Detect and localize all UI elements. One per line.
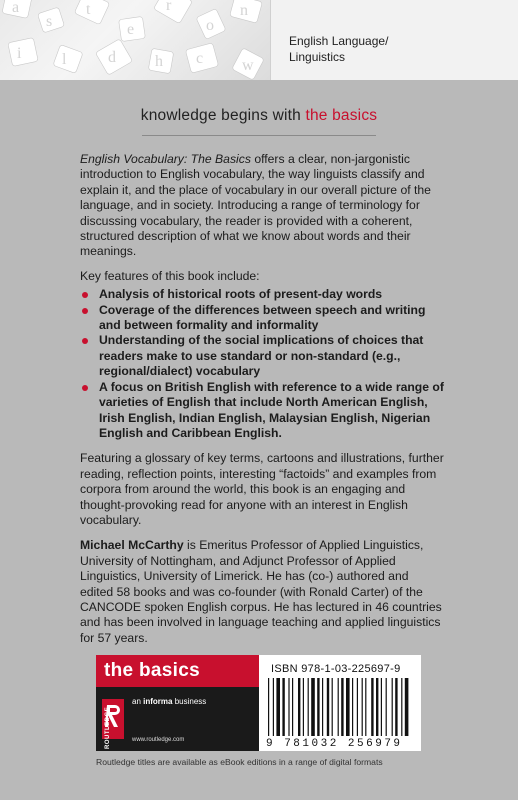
- feature-item: [80, 380, 445, 442]
- footer-panel: [96, 655, 421, 751]
- cover-letters-image: [0, 0, 270, 80]
- publisher-website: www.routledge.com: [132, 737, 185, 743]
- informa-prefix: an: [132, 697, 144, 706]
- feature-text: Understanding of the social implications of choices that readers make to use standard or non-standard (e.g., regional/dialect) vocabulary: [99, 333, 424, 379]
- barcode-bar: [288, 678, 289, 736]
- svg-text:d: d: [108, 49, 116, 66]
- barcode-bar: [341, 678, 343, 736]
- subject-panel: [270, 0, 518, 80]
- svg-text:o: o: [206, 17, 214, 34]
- barcode-bar: [338, 678, 339, 736]
- author-name: Michael McCarthy: [80, 538, 184, 553]
- key-features-list: [80, 287, 445, 441]
- informa-suffix: business: [172, 697, 207, 706]
- svg-text:l: l: [62, 51, 67, 68]
- bullet-icon: [82, 385, 88, 391]
- scattered-letters-graphic: [0, 0, 270, 80]
- informa-tagline: [132, 697, 206, 706]
- barcode-bar: [327, 678, 329, 736]
- feature-text: Analysis of historical roots of present-day words: [99, 287, 383, 302]
- barcode-bar: [273, 678, 274, 736]
- barcode-bar: [276, 678, 280, 736]
- barcode-bar: [282, 678, 284, 736]
- svg-text:t: t: [86, 1, 91, 18]
- isbn: ISBN 978-1-03-225697-9: [271, 663, 401, 675]
- publisher-bar: [96, 687, 259, 751]
- barcode-bar: [346, 678, 350, 736]
- back-cover-text: [80, 152, 445, 656]
- publisher-vertical-name: ROUTLEDGE: [105, 706, 111, 749]
- svg-text:i: i: [17, 45, 22, 62]
- series-brand-panel: [96, 655, 259, 751]
- barcode-bar: [352, 678, 353, 736]
- barcode-bar: [292, 678, 293, 736]
- feature-item: [80, 333, 445, 379]
- barcode-bar: [386, 678, 387, 736]
- svg-text:h: h: [155, 53, 163, 70]
- key-features-intro: Key features of this book include:: [80, 268, 260, 283]
- series-title: the basics: [104, 660, 200, 681]
- svg-text:w: w: [242, 57, 254, 74]
- bullet-icon: [82, 338, 88, 344]
- barcode-bar: [362, 678, 363, 736]
- barcode-bar: [381, 678, 382, 736]
- svg-text:n: n: [240, 2, 248, 19]
- barcode-bar: [392, 678, 393, 736]
- barcode-bar: [298, 678, 300, 736]
- tagline-prefix: knowledge begins with: [140, 107, 306, 124]
- book-title: English Vocabulary: The Basics: [80, 152, 251, 166]
- subject-category: English Language/ Linguistics: [289, 34, 389, 64]
- barcode-bar: [371, 678, 373, 736]
- barcode-bar: [332, 678, 333, 736]
- bullet-icon: [82, 308, 88, 314]
- author-bio: [80, 538, 445, 646]
- barcode-bar: [317, 678, 319, 736]
- informa-brand: informa: [143, 697, 173, 706]
- barcode-digits: 9 781032 256979: [266, 738, 403, 750]
- divider: [142, 135, 376, 136]
- barcode-bar: [395, 678, 397, 736]
- feature-text: A focus on British English with reference to a wide range of varieties of English that include North American English, Irish English, Indian English, Malaysian English, Nigerian English and Caribbean English.: [99, 379, 444, 440]
- svg-text:c: c: [196, 50, 204, 67]
- series-tagline: [0, 107, 518, 125]
- tagline-accent: the basics: [305, 107, 378, 124]
- feature-text: Coverage of the differences between speech and writing and between formality and informality: [99, 302, 426, 333]
- barcode-bar: [401, 678, 402, 736]
- barcode-bar: [365, 678, 366, 736]
- svg-text:r: r: [166, 0, 172, 14]
- svg-text:a: a: [12, 0, 20, 16]
- barcode-bar: [308, 678, 309, 736]
- svg-text:e: e: [127, 21, 135, 38]
- barcode-bar: [357, 678, 358, 736]
- featuring-paragraph: Featuring a glossary of key terms, cartoons and illustrations, further reading, reflection points, interesting “factoids” and examples from corpora from around the world, this book is an engaging and thought-provoking read for anyone with an interest in English vocabulary.: [80, 451, 444, 527]
- barcode-bar: [322, 678, 323, 736]
- bullet-icon: [82, 292, 88, 298]
- author-bio-text: is Emeritus Professor of Applied Linguistics, University of Nottingham, and Adjunct Professor of Applied Linguistics, University of Limerick. He has (co-) authored and edited 58 books and was co-founder (with Ronald Carter) of the CANCODE spoken English corpus. He has lectured in 46 countries and has been involved in language teaching and applied linguistics for 57 years.: [80, 538, 442, 645]
- barcode-bar: [311, 678, 315, 736]
- description-body: offers a clear, non-jargonistic introduction to English vocabulary, the way linguists classify and explain it, and the place of vocabulary in our overall picture of the language, and in society. Introducing a range of terminology for discussing vocabulary, the reader is provided with a coherent, structured description of what we know about words and their meanings.: [80, 152, 431, 259]
- feature-item: [80, 303, 445, 334]
- svg-text:s: s: [46, 13, 53, 30]
- barcode-bar: [268, 678, 269, 736]
- description-paragraph: [80, 152, 445, 260]
- barcode-bar: [376, 678, 378, 736]
- barcode-bar: [405, 678, 409, 736]
- ebook-note: Routledge titles are available as eBook editions in a range of digital formats: [96, 757, 383, 767]
- barcode-bar: [303, 678, 304, 736]
- feature-item: [80, 287, 445, 302]
- barcode-graphic: [266, 678, 416, 736]
